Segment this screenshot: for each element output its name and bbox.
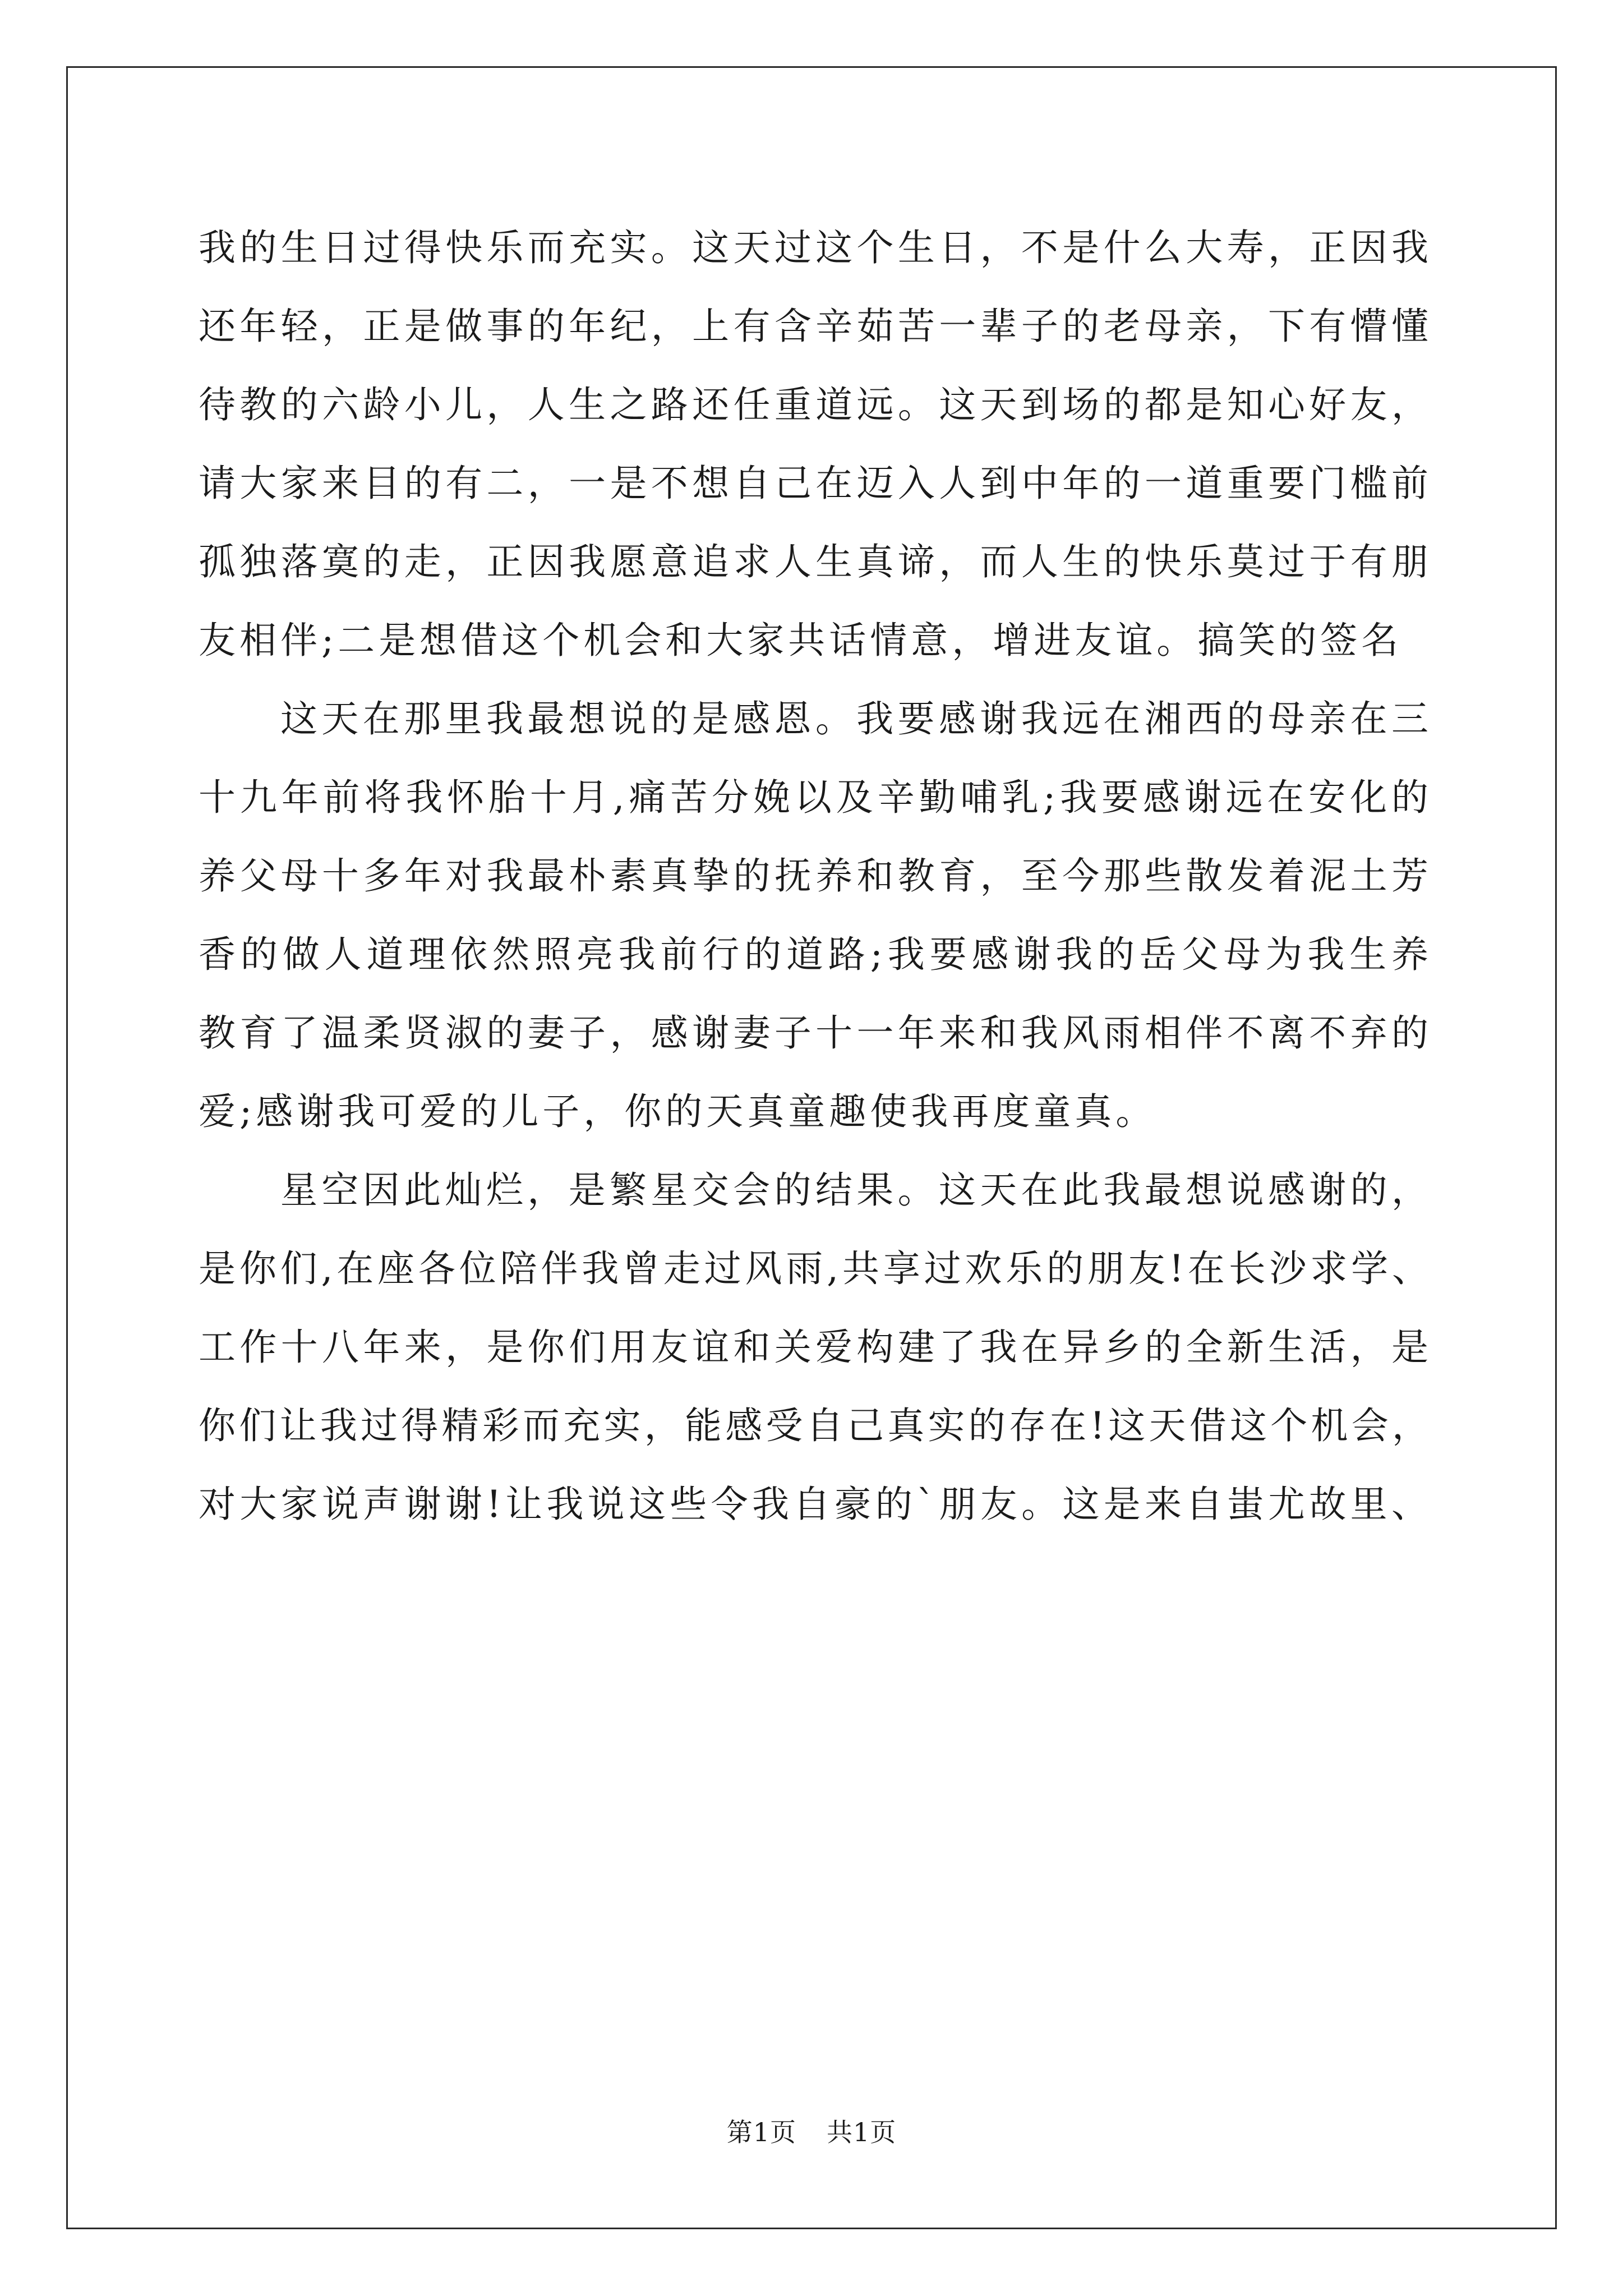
text-line: 星空因此灿烂，是繁星交会的结果。这天在此我最想说感谢的， (280, 1168, 1432, 1212)
text-line: 养父母十多年对我最朴素真挚的抚养和教育，至今那些散发着泥土芳 (199, 854, 1432, 898)
text-line: 孤独落寞的走，正因我愿意追求人生真谛，而人生的快乐莫过于有朋 (199, 540, 1432, 583)
page-number: 第1页 (726, 2117, 796, 2147)
text-line: 是你们,在座各位陪伴我曾走过风雨,共享过欢乐的朋友!在长沙求学、 (199, 1247, 1432, 1290)
text-line: 友相伴;二是想借这个机会和大家共话情意，增进友谊。搞笑的签名 (199, 619, 1403, 662)
paragraph-2 (199, 680, 1432, 1151)
text-line: 爱;感谢我可爱的儿子，你的天真童趣使我再度童真。 (199, 1090, 1157, 1133)
text-line: 对大家说声谢谢!让我说这些令我自豪的`朋友。这是来自蚩尤故里、 (199, 1483, 1432, 1526)
text-line: 还年轻，正是做事的年纪，上有含辛茹苦一辈子的老母亲，下有懵懂 (199, 305, 1432, 348)
document-body (199, 209, 1432, 1544)
text-line: 教育了温柔贤淑的妻子，感谢妻子十一年来和我风雨相伴不离不弃的 (199, 1011, 1432, 1055)
text-line: 十九年前将我怀胎十月,痛苦分娩以及辛勤哺乳;我要感谢远在安化的 (199, 776, 1432, 819)
page-footer (0, 2112, 1623, 2149)
text-line: 我的生日过得快乐而充实。这天过这个生日，不是什么大寿，正因我 (199, 226, 1432, 269)
text-line: 工作十八年来，是你们用友谊和关爱构建了我在异乡的全新生活，是 (199, 1326, 1432, 1369)
text-line: 你们让我过得精彩而充实，能感受自己真实的存在!这天借这个机会， (199, 1404, 1432, 1447)
page-total: 共1页 (827, 2117, 897, 2147)
text-line: 请大家来目的有二，一是不想自己在迈入人到中年的一道重要门槛前 (199, 462, 1432, 505)
text-line: 待教的六龄小儿，人生之路还任重道远。这天到场的都是知心好友， (199, 383, 1432, 426)
paragraph-3 (199, 1151, 1432, 1544)
paragraph-1 (199, 209, 1432, 680)
text-line: 香的做人道理依然照亮我前行的道路;我要感谢我的岳父母为我生养 (199, 933, 1432, 976)
text-line: 这天在那里我最想说的是感恩。我要感谢我远在湘西的母亲在三 (280, 697, 1432, 740)
